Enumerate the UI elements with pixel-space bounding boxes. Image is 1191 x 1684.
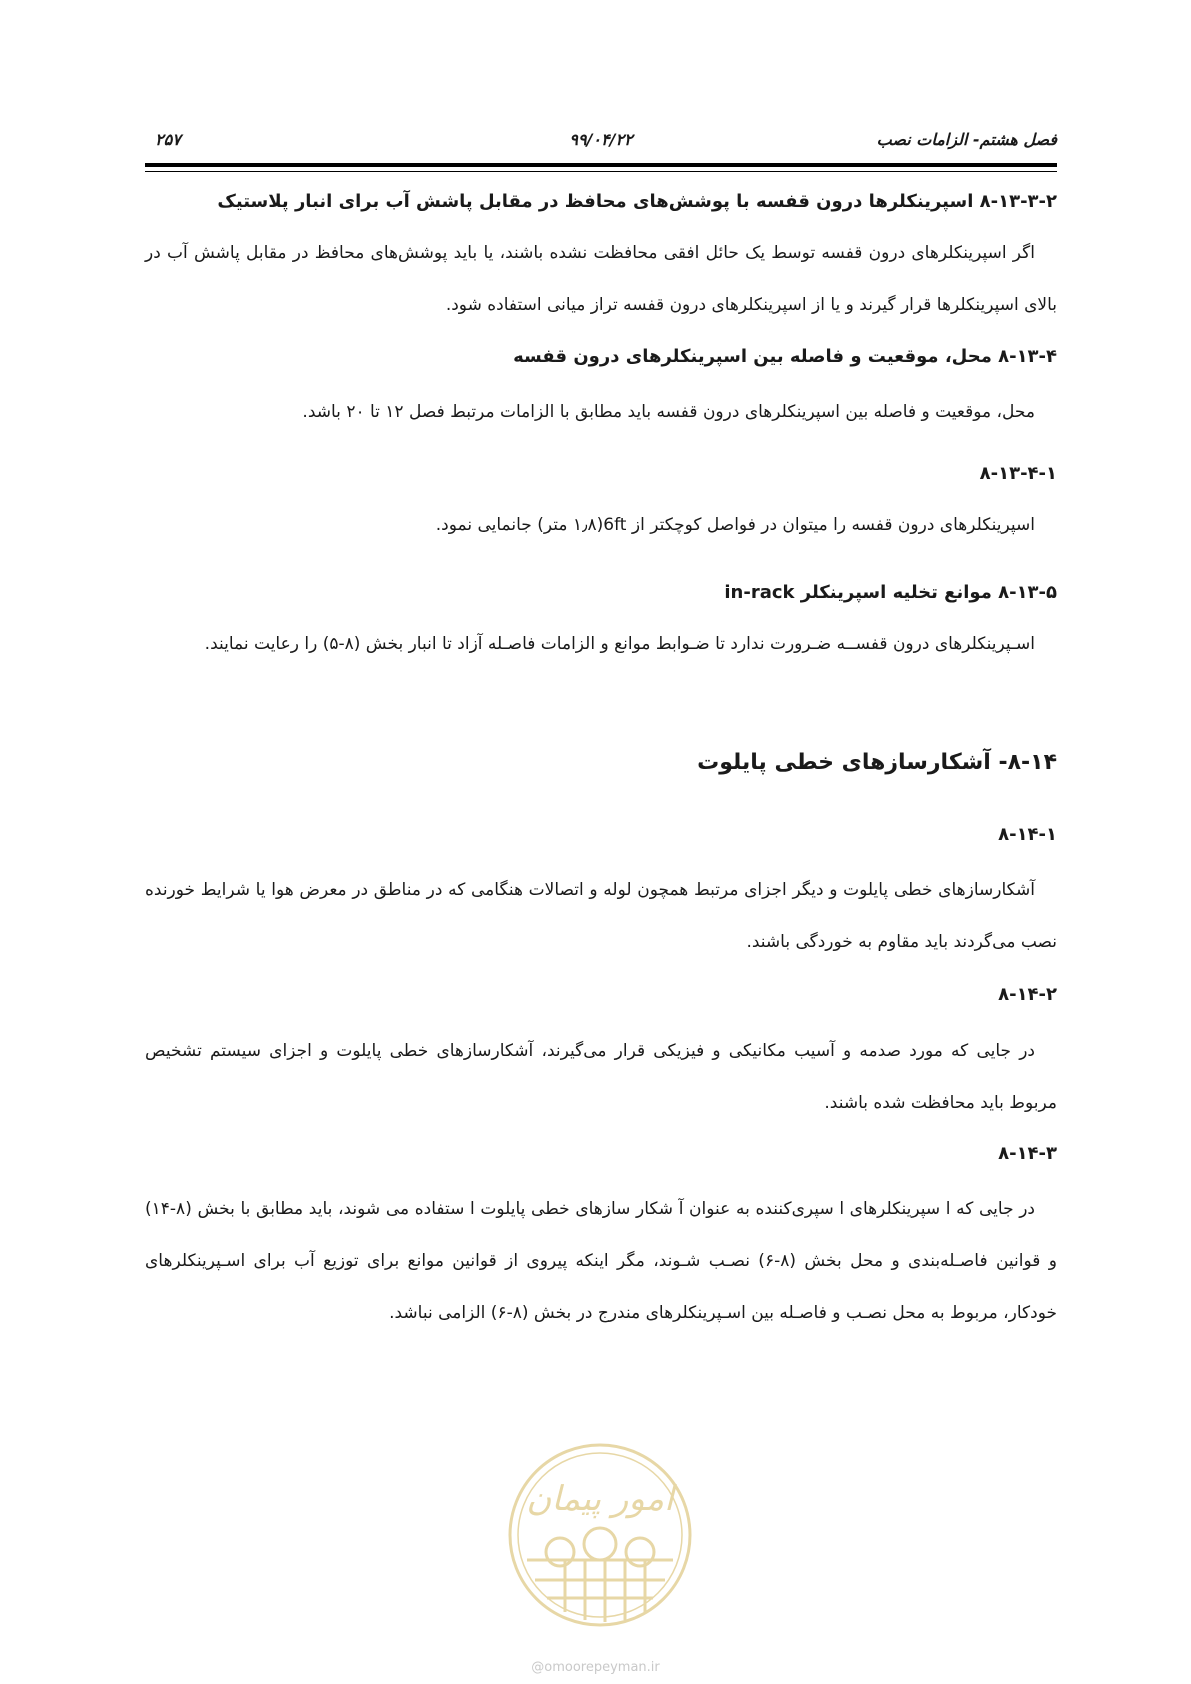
page-header [145,130,1057,160]
section-8-13-4-1 [145,459,1057,489]
watermark-seal-icon [505,1440,695,1630]
section-body-block [145,864,1057,968]
clause-number: ۸-۱۳-۴-۱ [979,463,1057,484]
watermark-site: @omoorepeyman.ir [531,1660,660,1675]
chapter-section-title: ۸-۱۴- آشکارسازهای خطی پایلوت [697,750,1057,775]
clause-number: ۸-۱۴-۳ [998,1143,1057,1164]
header-rule-thin [145,171,1057,172]
section-body-block [145,1025,1057,1129]
section-body: اسپرینکلرهای درون قفسه را میتوان در فواصل کوچکتر از 6ft(۱٫۸ متر) جانمایی نمود. [435,515,1035,535]
section-body-block [145,1183,1057,1339]
clause-number: ۸-۱۴-۲ [998,984,1057,1005]
section-8-13-5 [145,578,1057,608]
header-rule-thick [145,163,1057,167]
section-8-13-3-2 [145,187,1057,217]
clause-number: ۸-۱۴-۱ [998,824,1057,845]
section-body-block [145,227,1057,331]
revision-date: ۹۹/۰۴/۲۲ [569,130,633,149]
section-heading: ۸-۱۳-۵ موانع تخلیه اسپرینکلر in-rack [724,582,1057,603]
section-body: در جایی که مورد صدمه و آسیب مکانیکی و فیزیکی قرار می‌گیرند، آشکارسازهای خطی پایلوت و اجزای سیستم تشخیص مربوط باید محافظت شده باشند. [145,1041,1057,1113]
section-body: اگر اسپرینکلرهای درون قفسه توسط یک حائل افقی محافظت نشده باشند، یا باید پوشش‌های محافظ در مقابل پاشش آب در بالای اسپرینکلرها قرار گیرند و یا از اسپرینکلرهای درون قفسه تراز میانی استفاده شود. [145,243,1057,315]
section-8-13-4 [145,342,1057,372]
section-body-block [145,618,1057,670]
page-number: ۲۵۷ [155,130,181,149]
section-8-14-1 [145,820,1057,850]
section-body-block [145,510,1057,540]
section-body-block [145,397,1057,427]
section-body: اسـپرینکلرهای درون قفســه ضـرورت ندارد تا ضـوابط موانع و الزامات فاصـله آزاد تا انبار بخش (۸-۵) را رعایت نمایند. [204,634,1035,654]
section-heading: ۸-۱۳-۳-۲ اسپرینکلرها درون قفسه با پوشش‌های محافظ در مقابل پاشش آب برای انبار پلاستیک [217,191,1057,212]
section-8-14 [145,746,1057,780]
section-body: محل، موقعیت و فاصله بین اسپرینکلرهای درون قفسه باید مطابق با الزامات مرتبط فصل ۱۲ تا ۲۰ باشد. [302,402,1035,422]
section-heading: ۸-۱۳-۴ محل، موقعیت و فاصله بین اسپرینکلرهای درون قفسه [513,346,1057,367]
section-body: در جایی که ا سپرینکلرهای ا سپری‌کننده به عنوان آ شکار سازهای خطی پایلوت ا ستفاده می شوند، باید مطابق با بخش (۸-۱۴) و قوانین فاصـله‌بندی و محل بخش (۸-۶) نصـب شـوند، مگر اینکه پیروی از قوانین موانع برای توزیع آب برای اسـپرینکلرهای خودکار، مربوط به محل نصـب و فاصـله بین اسـپرینکلرهای مندرج در بخش (۸-۶) الزامی نباشد. [145,1199,1057,1323]
section-8-14-2 [145,980,1057,1010]
section-8-14-3 [145,1139,1057,1169]
chapter-title: فصل هشتم- الزامات نصب [876,130,1057,149]
section-body: آشکارسازهای خطی پایلوت و دیگر اجزای مرتبط همچون لوله و اتصالات هنگامی که در مناطق در معرض هوا یا شرایط خورنده نصب می‌گردند باید مقاوم به خوردگی باشند. [145,880,1057,952]
svg-text:امور پیمان: امور پیمان [526,1479,674,1519]
